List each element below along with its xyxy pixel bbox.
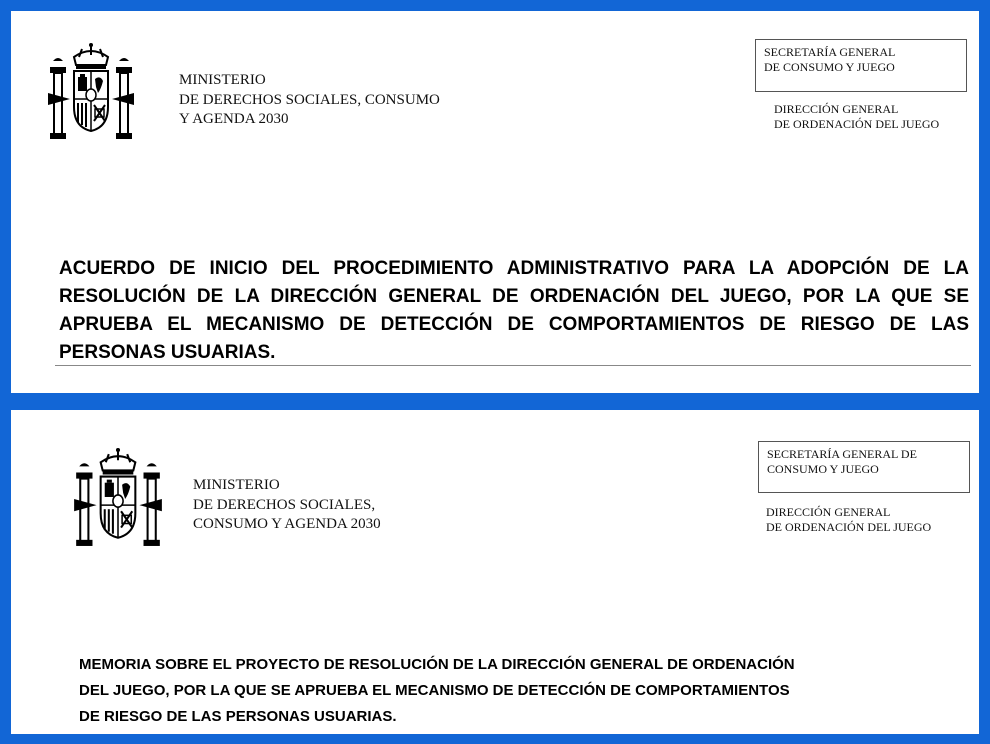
document-title: ACUERDO DE INICIO DEL PROCEDIMIENTO ADMINISTRATIVO PARA LA ADOPCIÓN DE LA RESOLUCIÓN DE LA DIRECCIÓN GENERAL DE ORDENACIÓN DEL JUEGO, POR LA QUE SE APRUEBA EL MECANISMO DE DETECCIÓN DE COMPORTAMIENTOS DE RIESGO DE LAS PERSONAS USUARIAS. <box>59 258 969 363</box>
ministry-line: DE DERECHOS SOCIALES, <box>193 496 376 513</box>
coat-of-arms-icon <box>71 448 165 548</box>
document-header-acuerdo <box>11 11 979 393</box>
ministry-line: MINISTERIO <box>193 477 280 493</box>
secretariat-line: SECRETARÍA GENERAL DE <box>767 447 917 461</box>
directorate-line: DE ORDENACIÓN DEL JUEGO <box>766 520 932 534</box>
title-divider <box>55 365 971 366</box>
secretariat-line: CONSUMO Y JUEGO <box>767 462 879 476</box>
secretariat-box <box>758 441 970 493</box>
directorate-label <box>774 102 939 132</box>
ministry-line: CONSUMO Y AGENDA 2030 <box>193 516 381 532</box>
secretariat-line: SECRETARÍA GENERAL <box>764 45 896 59</box>
ministry-line: MINISTERIO <box>179 72 266 88</box>
directorate-line: DE ORDENACIÓN DEL JUEGO <box>774 117 940 131</box>
directorate-line: DIRECCIÓN GENERAL <box>774 102 899 116</box>
title-line: DEL JUEGO, POR LA QUE SE APRUEBA EL MECANISMO DE DETECCIÓN DE COMPORTAMIENTOS <box>79 682 790 699</box>
title-line: DE RIESGO DE LAS PERSONAS USUARIAS. <box>79 708 397 725</box>
ministry-name <box>193 476 381 535</box>
ministry-name <box>179 71 440 130</box>
coat-of-arms-icon <box>45 43 137 141</box>
directorate-line: DIRECCIÓN GENERAL <box>766 505 891 519</box>
secretariat-box <box>755 39 967 92</box>
document-header-memoria <box>11 410 979 734</box>
document-title <box>79 652 795 730</box>
secretariat-line: DE CONSUMO Y JUEGO <box>764 60 895 74</box>
directorate-label <box>766 505 931 535</box>
ministry-line: DE DERECHOS SOCIALES, CONSUMO <box>179 91 440 108</box>
ministry-line: Y AGENDA 2030 <box>179 111 289 127</box>
title-line: MEMORIA SOBRE EL PROYECTO DE RESOLUCIÓN DE LA DIRECCIÓN GENERAL DE ORDENACIÓN <box>79 656 795 673</box>
